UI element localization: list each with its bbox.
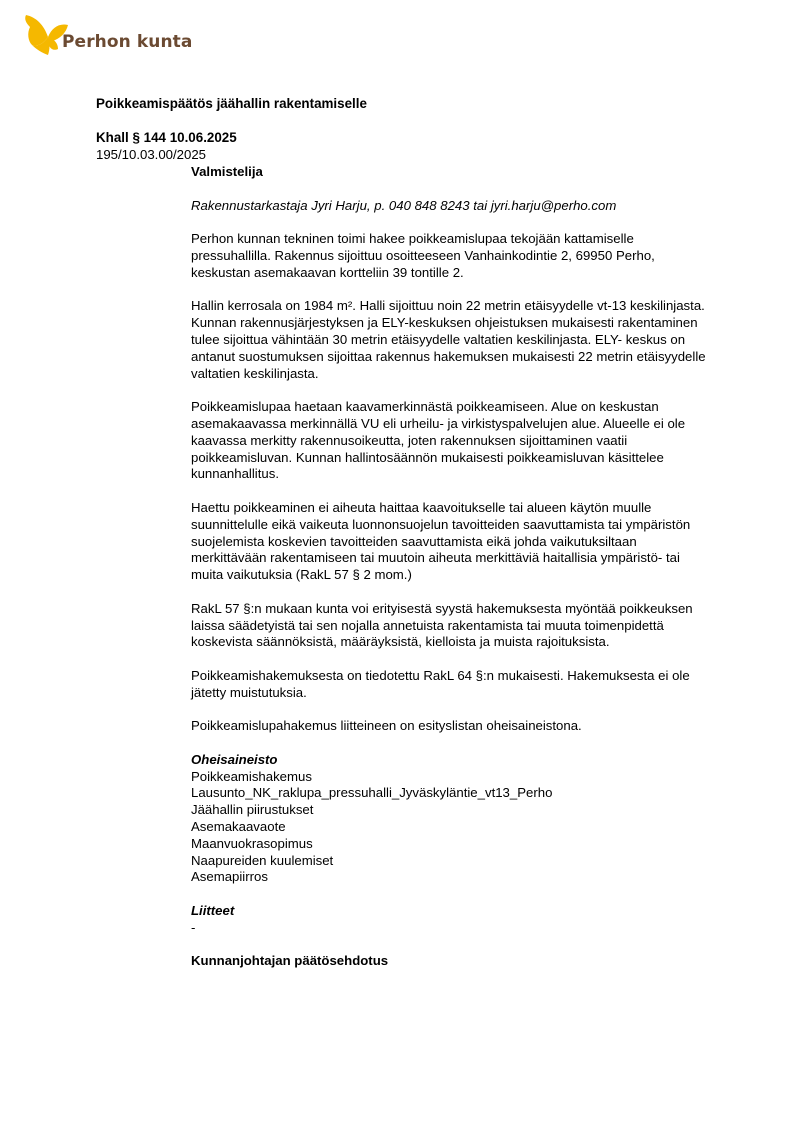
document-title: Poikkeamispäätös jäähallin rakentamiselle: [96, 96, 367, 111]
list-item: Asemapiirros: [191, 869, 268, 885]
list-item: Poikkeamishakemus: [191, 768, 312, 784]
document-body: [191, 164, 711, 970]
appendices-heading: Liitteet: [191, 903, 235, 919]
paragraph: Poikkeamislupaa haetaan kaavamerkinnästä poikkeamiseen. Alue on keskustan asemakaavassa merkinnällä VU eli urheilu- ja virkistyspalvelujen alue. Alueelle ei ole kaavassa merkitty rakennusoikeutta, joten rakennuksen sijoittaminen vaatii poikkeamisluvan. Kunnan hallintosäännön mukaisesti poikkeamisluvan käsittelee kunnanhallitus.: [191, 399, 686, 482]
attachments-list: [191, 769, 711, 887]
list-item: Naapureiden kuulemiset: [191, 852, 334, 868]
paragraph: Hallin kerrosala on 1984 m². Halli sijoittuu noin 22 metrin etäisyydelle vt-13 keskilinjasta. Kunnan rakennusjärjestyksen ja ELY-keskuksen ohjeistuksen mukaisesti rakentaminen tulee sijoittua vähintään 30 metrin etäisyydelle valtatien keskilinjasta. ELY- keskus on antanut suostumuksen sijoittaa rakennus hakemuksen mukaisesti 22 metrin etäisyydelle valtatien keskilinjasta.: [191, 298, 706, 381]
list-item: Maanvuokrasopimus: [191, 835, 313, 851]
preparer-info: Rakennustarkastaja Jyri Harju, p. 040 848 8243 tai jyri.harju@perho.com: [191, 197, 617, 213]
org-name: Perhon kunta: [62, 31, 193, 52]
org-logo: [22, 12, 193, 60]
paragraph: Poikkeamishakemuksesta on tiedotettu RakL 64 §:n mukaisesti. Hakemuksesta ei ole jätetty muistutuksia.: [191, 667, 690, 700]
list-item: Asemakaavaote: [191, 819, 286, 835]
paragraph: Poikkeamislupahakemus liitteineen on esityslistan oheisaineistona.: [191, 718, 582, 734]
appendices-value: -: [191, 919, 196, 935]
list-item: Lausunto_NK_raklupa_pressuhalli_Jyväskyläntie_vt13_Perho: [191, 785, 553, 801]
section-reference: Khall § 144 10.06.2025: [96, 130, 237, 145]
preparer-heading: Valmistelija: [191, 164, 263, 179]
paragraph: RakL 57 §:n mukaan kunta voi erityisestä syystä hakemuksesta myöntää poikkeuksen laissa säädetyistä tai sen nojalla annetuista rakentamista tai muuta toimenpidettä koskevista säännöksistä, määräyksistä, kielloista ja muista rajoituksista.: [191, 600, 693, 650]
list-item: Jäähallin piirustukset: [191, 802, 314, 818]
diary-number: 195/10.03.00/2025: [96, 147, 207, 162]
attachments-heading: Oheisaineisto: [191, 751, 278, 767]
proposal-heading: Kunnanjohtajan päätösehdotus: [191, 953, 389, 969]
paragraph: Perhon kunnan tekninen toimi hakee poikkeamislupaa tekojään kattamiselle pressuhallilla. Rakennus sijoittuu osoitteeseen Vanhainkodintie 2, 69950 Perho, keskustan asemakaavan kortteliin 39 tontille 2.: [191, 231, 655, 280]
paragraph: Haettu poikkeaminen ei aiheuta haittaa kaavoitukselle tai alueen käytön muulle suunnittelulle eikä vaikeuta luonnonsuojelun tavoitteiden saavuttamista tai ympäristön suojelemista koskevien tavoitteiden saavuttamista eikä johda vaikutuksiltaan merkittävään rakentamiseen tai muutoin aiheuta merkittäviä haitallisia ympäristö- tai muita vaikutuksia (RakL 57 § 2 mom.): [191, 499, 691, 583]
